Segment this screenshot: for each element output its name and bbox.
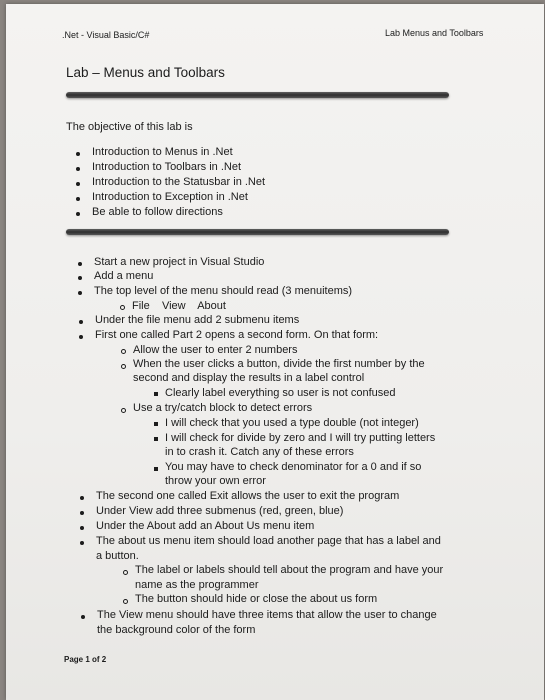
list-item: I will check for divide by zero and I will try putting letters xyxy=(165,432,436,444)
sub-sub-bullet-icon xyxy=(154,437,158,441)
objective-item: Introduction to the Statusbar in .Net xyxy=(92,176,266,188)
page-title: Lab – Menus and Toolbars xyxy=(66,65,225,80)
list-item: I will check that you used a type double (not integer) xyxy=(165,417,419,429)
objective-item: Be able to follow directions xyxy=(92,206,223,218)
sub-sub-bullet-icon xyxy=(154,422,158,426)
sub-bullet-icon xyxy=(121,364,126,369)
bullet-icon xyxy=(80,511,84,515)
list-item: Under the About add an About Us menu item xyxy=(96,520,315,532)
list-item: Clearly label everything so user is not confused xyxy=(165,387,396,399)
header-course: .Net - Visual Basic/C# xyxy=(62,30,150,40)
list-item: When the user clicks a button, divide the first number by the xyxy=(133,358,425,370)
list-item: Under View add three submenus (red, green, blue) xyxy=(96,505,344,517)
sub-bullet-icon xyxy=(121,408,126,413)
sub-bullet-icon xyxy=(123,599,128,604)
list-item: The label or labels should tell about the program and have your xyxy=(135,564,444,576)
list-item: Add a menu xyxy=(94,270,154,282)
list-item: The second one called Exit allows the user to exit the program xyxy=(96,490,400,502)
bullet-icon xyxy=(76,197,80,201)
list-item: The about us menu item should load another page that has a label and xyxy=(96,535,441,547)
page-number: Page 1 of 2 xyxy=(64,655,107,664)
bullet-icon xyxy=(79,335,83,339)
list-item-continuation: name as the programmer xyxy=(135,579,259,591)
sub-bullet-icon xyxy=(121,349,126,354)
objective-heading: The objective of this lab is xyxy=(66,121,193,133)
list-item: File View About xyxy=(132,300,226,312)
objective-item: Introduction to Menus in .Net xyxy=(92,146,233,158)
bullet-icon xyxy=(76,212,80,216)
list-item: First one called Part 2 opens a second form. On that form: xyxy=(95,329,379,341)
divider-middle xyxy=(66,229,449,235)
list-item-continuation: a button. xyxy=(96,550,139,562)
sub-sub-bullet-icon xyxy=(154,467,158,471)
header-lab-name: Lab Menus and Toolbars xyxy=(385,28,484,38)
bullet-icon xyxy=(76,167,80,171)
objective-item: Introduction to Toolbars in .Net xyxy=(92,161,241,173)
list-item: You may have to check denominator for a 0 and if so xyxy=(165,461,422,473)
bullet-icon xyxy=(76,182,80,186)
list-item: The View menu should have three items that allow the user to change xyxy=(97,609,437,621)
document-page xyxy=(6,4,544,700)
objective-item: Introduction to Exception in .Net xyxy=(92,191,248,203)
list-item: Under the file menu add 2 submenu items xyxy=(95,314,300,326)
list-item: Allow the user to enter 2 numbers xyxy=(133,344,298,356)
list-item-continuation: second and display the results in a label control xyxy=(133,372,365,384)
divider-top xyxy=(66,92,449,98)
sub-sub-bullet-icon xyxy=(154,392,158,396)
bullet-icon xyxy=(80,541,84,545)
bullet-icon xyxy=(78,291,82,295)
list-item-continuation: the background color of the form xyxy=(97,624,256,636)
bullet-icon xyxy=(78,276,82,280)
bullet-icon xyxy=(78,262,82,266)
list-item-continuation: in to crash it. Catch any of these errors xyxy=(165,446,354,458)
bullet-icon xyxy=(79,320,83,324)
list-item: The button should hide or close the about us form xyxy=(135,593,378,605)
list-item: The top level of the menu should read (3 menuitems) xyxy=(94,285,353,297)
sub-bullet-icon xyxy=(123,570,128,575)
bullet-icon xyxy=(76,152,80,156)
list-item: Start a new project in Visual Studio xyxy=(94,256,265,268)
bullet-icon xyxy=(80,526,84,530)
bullet-icon xyxy=(81,615,85,619)
bullet-icon xyxy=(80,496,84,500)
list-item: Use a try/catch block to detect errors xyxy=(133,402,313,414)
list-item-continuation: throw your own error xyxy=(165,475,266,487)
sub-bullet-icon xyxy=(120,305,125,310)
